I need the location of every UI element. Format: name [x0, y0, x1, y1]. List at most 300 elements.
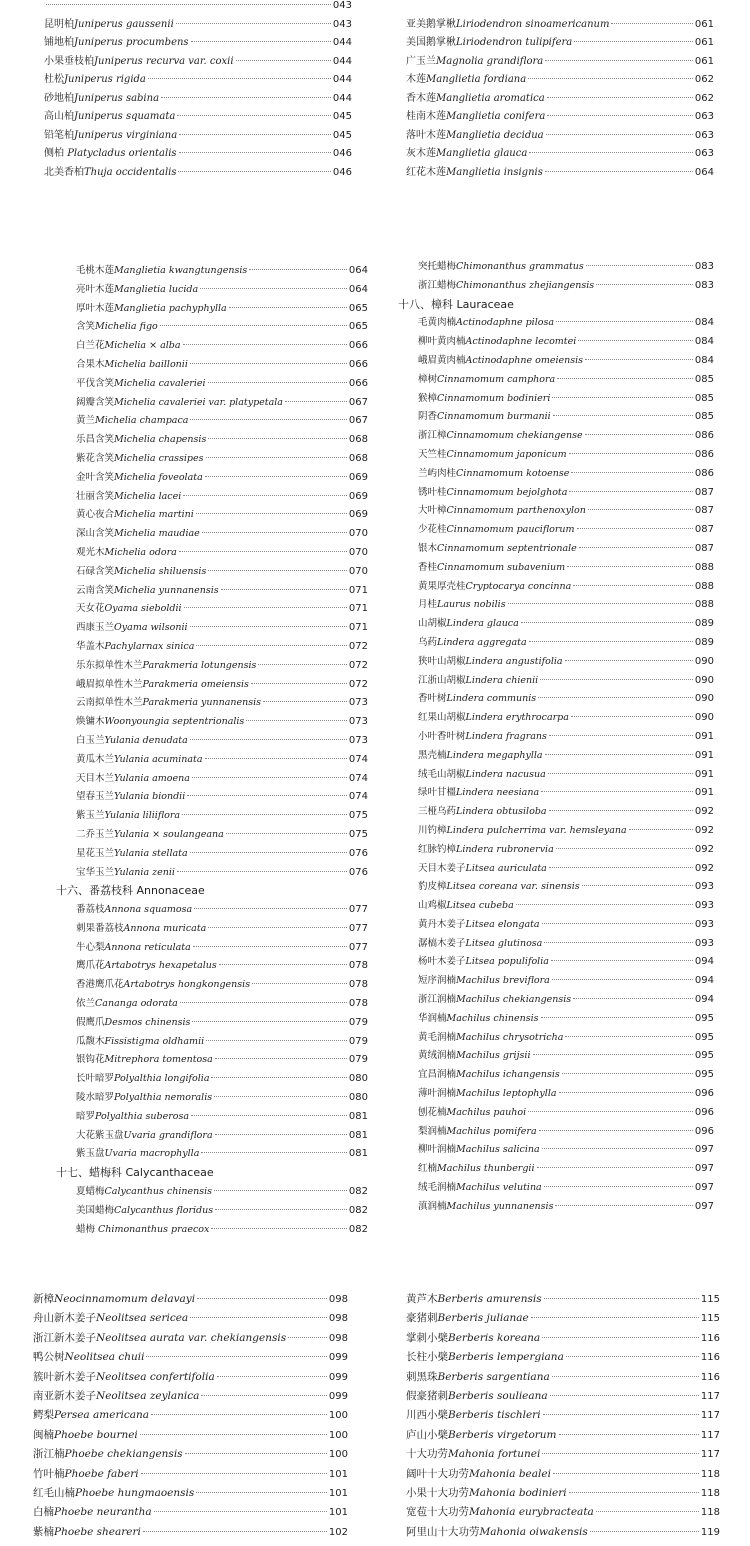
entry-name	[76, 957, 217, 976]
dot-leader	[288, 1337, 327, 1338]
chinese-name: 侧柏	[44, 148, 68, 159]
toc-entry	[33, 1348, 348, 1367]
chinese-name: 阿里山十大功劳	[406, 1525, 480, 1538]
chinese-name: 毛黄肉楠	[418, 317, 457, 329]
entry-name	[418, 615, 519, 634]
chinese-name: 少花桂	[418, 524, 447, 536]
page-number: 061	[694, 37, 714, 48]
toc-entry	[398, 841, 714, 860]
toc-entry	[398, 258, 714, 277]
toc-entry	[406, 1523, 720, 1542]
latin-name: Manglietia kwangtungensis	[114, 265, 248, 276]
entry-name	[406, 34, 572, 53]
dot-leader	[251, 683, 347, 684]
entry-name	[76, 488, 181, 507]
chinese-name: 落叶木莲	[406, 129, 446, 141]
entry-name	[76, 300, 227, 319]
dot-leader	[549, 867, 693, 868]
toc-entry	[56, 450, 368, 469]
latin-name: Yulania liliiflora	[104, 810, 181, 822]
entry-name	[76, 563, 206, 582]
latin-name: Cinnamomum chekiangense	[446, 430, 583, 442]
page-number: 095	[694, 1050, 714, 1062]
toc-entry	[56, 713, 368, 732]
dot-leader	[546, 134, 693, 135]
chinese-name: 黄果厚壳桂	[418, 580, 466, 592]
dot-leader	[151, 1414, 327, 1415]
page-number: 077	[348, 904, 368, 916]
latin-name: Oyama sieboldii	[104, 603, 182, 615]
dot-leader	[542, 923, 693, 924]
page-number: 088	[694, 561, 714, 573]
dot-leader	[192, 777, 347, 778]
toc-entry	[398, 1010, 714, 1029]
latin-name: Manglietia glauca	[436, 148, 528, 159]
toc-entry	[56, 995, 368, 1014]
entry-name	[76, 1108, 189, 1127]
dot-leader	[531, 1317, 699, 1318]
toc-entry	[406, 1503, 720, 1522]
dot-leader	[211, 1077, 346, 1078]
toc-entry	[406, 34, 714, 53]
toc-entry	[33, 1309, 348, 1328]
toc-entry	[406, 1329, 720, 1348]
dot-leader	[226, 833, 347, 834]
latin-name: Chimonanthus zhejiangensis	[456, 279, 595, 291]
dot-leader	[565, 660, 693, 661]
latin-name: Fissistigma oldhamii	[104, 1035, 205, 1047]
chinese-name: 紫花含笑	[76, 452, 115, 464]
dot-leader	[229, 307, 347, 308]
page-number: 119	[700, 1526, 720, 1538]
entry-name	[76, 356, 188, 375]
page-number: 097	[694, 1182, 714, 1194]
page-number: 093	[694, 881, 714, 893]
page-number: 066	[348, 340, 368, 352]
toc-entry	[398, 1047, 714, 1066]
dot-leader	[596, 1511, 699, 1512]
page-number: 083	[694, 279, 714, 291]
entry-name	[418, 427, 583, 446]
entry-name	[406, 71, 526, 90]
latin-name: Uvaria macrophylla	[104, 1148, 200, 1160]
entry-name	[418, 390, 550, 409]
page-number: 072	[348, 678, 368, 690]
chinese-name: 黄心夜合	[76, 509, 115, 521]
dot-leader	[258, 664, 346, 665]
entry-name	[418, 972, 550, 991]
page-number: 043	[332, 18, 352, 30]
latin-name: Yulania biondii	[114, 791, 186, 803]
dot-leader	[586, 265, 693, 266]
entry-name	[76, 826, 224, 845]
toc-entry	[33, 1523, 348, 1542]
page-number: 088	[694, 580, 714, 592]
latin-name: Machilus yunnanensis	[446, 1200, 554, 1212]
entry-name	[33, 1348, 144, 1367]
latin-name: Michelia shiluensis	[114, 565, 207, 577]
chinese-name: 依兰	[76, 998, 96, 1010]
toc-column	[406, 1290, 720, 1542]
chinese-name: 铅笔柏	[44, 129, 74, 141]
page-number: 078	[348, 979, 368, 991]
page-number: 077	[348, 941, 368, 953]
page-number: 091	[694, 768, 714, 780]
chinese-name: 刨花楠	[418, 1106, 447, 1118]
latin-name: Cinnamomum parthenoxylon	[446, 505, 586, 517]
latin-name: Thuja occidentalis	[84, 166, 177, 178]
toc-entry	[398, 822, 714, 841]
toc-entry	[406, 90, 714, 109]
dot-leader	[146, 1356, 326, 1357]
toc-entry	[398, 408, 714, 427]
entry-name	[406, 127, 544, 146]
dot-leader	[205, 758, 347, 759]
page-number: 044	[332, 37, 352, 48]
chinese-name: 乌药	[418, 636, 438, 648]
dot-leader	[541, 1017, 693, 1018]
latin-name: Michelia yunnanensis	[114, 584, 219, 596]
dot-leader	[553, 415, 693, 416]
chinese-name: 猴樟	[418, 392, 438, 404]
toc-entry	[398, 333, 714, 352]
chinese-name: 北美香柏	[44, 166, 84, 178]
dot-leader	[544, 1298, 699, 1299]
entry-name	[418, 860, 547, 879]
chinese-name: 峨眉黄肉楠	[418, 354, 466, 366]
page-number: 086	[694, 467, 714, 479]
chinese-name: 南亚新木姜子	[33, 1389, 96, 1402]
page-number: 061	[694, 18, 714, 30]
latin-name: Cinnamomum pauciflorum	[446, 524, 575, 536]
latin-name: Manglietia decidua	[446, 129, 544, 141]
latin-name: Actinodaphne omeiensis	[465, 354, 584, 366]
entry-name	[76, 657, 256, 676]
toc-entry	[56, 1145, 368, 1164]
dot-leader	[141, 1473, 327, 1474]
page-number: 092	[694, 824, 714, 836]
entry-name	[418, 878, 580, 897]
page-number: 087	[694, 524, 714, 536]
entry-name	[418, 352, 583, 371]
page-number: 079	[348, 1054, 368, 1066]
entry-name	[76, 995, 178, 1014]
entry-name	[44, 53, 234, 72]
dot-leader	[574, 41, 693, 42]
chinese-name: 石碌含笑	[76, 565, 115, 577]
chinese-name: 黄瓜木兰	[76, 753, 115, 765]
page-number: 081	[348, 1110, 368, 1122]
entry-name	[76, 431, 206, 450]
chinese-name: 阴香	[418, 411, 438, 423]
entry-name	[418, 1029, 563, 1048]
latin-name: Cinnamomum camphora	[437, 373, 556, 385]
page-number: 069	[348, 509, 368, 521]
latin-name: Lindera chienii	[465, 674, 539, 686]
chinese-name: 红楠	[418, 1163, 438, 1175]
chinese-name: 鸭公树	[33, 1351, 65, 1364]
entry-name	[418, 484, 567, 503]
chinese-name: 天竺桂	[418, 448, 447, 460]
latin-name: Mahonia fortunei	[448, 1448, 541, 1461]
dot-leader	[183, 495, 347, 496]
page-number: 098	[328, 1332, 348, 1344]
dot-leader	[179, 134, 331, 135]
page-number: 081	[348, 1148, 368, 1160]
latin-name: Juniperus virginiana	[74, 129, 178, 141]
dot-leader	[190, 1317, 327, 1318]
latin-name: Manglietia lucida	[114, 283, 199, 295]
dot-leader	[567, 566, 693, 567]
toc-entry	[56, 337, 368, 356]
entry-name	[406, 1387, 548, 1406]
entry-name	[76, 525, 200, 544]
latin-name: Cinnamomum japonicum	[446, 448, 567, 460]
chinese-name: 杜松	[44, 74, 64, 85]
toc-entry	[33, 1445, 348, 1464]
dot-leader	[46, 4, 331, 5]
dot-leader	[544, 1186, 693, 1187]
chinese-name: 假鹰爪	[76, 1016, 105, 1028]
entry-name	[406, 90, 545, 109]
dot-leader	[178, 171, 330, 172]
dot-leader	[206, 457, 347, 458]
page-number: 063	[694, 148, 714, 159]
dot-leader	[246, 720, 347, 721]
dot-leader	[143, 1531, 327, 1532]
dot-leader	[184, 607, 347, 608]
latin-name: Cinnamomum septentrionale	[437, 542, 577, 554]
toc-entry	[56, 619, 368, 638]
toc-column	[33, 1290, 348, 1542]
entry-name	[33, 1445, 183, 1464]
latin-name: Manglietia conifera	[446, 111, 546, 122]
entry-name	[406, 1290, 542, 1309]
chinese-name: 宝华玉兰	[76, 866, 115, 878]
latin-name: Juniperus squamata	[74, 111, 176, 122]
section-heading: 十八、樟科 Lauraceae	[398, 297, 514, 311]
toc-entry	[398, 690, 714, 709]
latin-name: Machilus thunbergii	[437, 1163, 535, 1175]
toc-entry	[44, 127, 352, 146]
toc-entry	[398, 521, 714, 540]
dot-leader	[263, 701, 347, 702]
dot-leader	[559, 1434, 699, 1435]
entry-name	[76, 732, 188, 751]
toc-entry	[56, 1014, 368, 1033]
toc-entry	[398, 1104, 714, 1123]
dot-leader	[215, 1209, 347, 1210]
chinese-name: 狭叶山胡椒	[418, 655, 466, 667]
dot-leader	[196, 513, 347, 514]
dot-leader	[193, 946, 347, 947]
toc-entry	[33, 1368, 348, 1387]
entry-name	[418, 991, 571, 1010]
toc-entry	[56, 1108, 368, 1127]
chinese-name: 银钩花	[76, 1054, 105, 1066]
chinese-name: 番荔枝	[76, 904, 105, 916]
toc-entry	[33, 1387, 348, 1406]
dot-leader	[179, 152, 331, 153]
toc-entry	[56, 1202, 368, 1221]
entry-name	[418, 1047, 531, 1066]
page-number: 064	[348, 265, 368, 276]
latin-name: Liriodendron sinoamericanum	[456, 18, 610, 30]
toc-entry	[406, 1484, 720, 1503]
entry-name	[76, 375, 206, 394]
page-number: 071	[348, 584, 368, 596]
dot-leader	[192, 1021, 347, 1022]
dot-leader	[160, 325, 347, 326]
dot-leader	[543, 1414, 699, 1415]
entry-name	[418, 1160, 535, 1179]
toc-entry	[406, 1348, 720, 1367]
entry-name	[44, 145, 177, 164]
page-number: 097	[694, 1163, 714, 1175]
latin-name: Phoebe chekiangensis	[64, 1448, 183, 1461]
chinese-name: 砂地柏	[44, 92, 74, 104]
page-number: 085	[694, 373, 714, 385]
latin-name: Manglietia pachyphylla	[114, 302, 227, 314]
toc-entry	[398, 559, 714, 578]
chinese-name: 黄兰	[76, 415, 96, 427]
entry-name	[418, 728, 547, 747]
latin-name: Yulania amoena	[114, 772, 190, 784]
latin-name: Lindera nacusua	[465, 768, 546, 780]
dot-leader	[217, 1376, 327, 1377]
dot-leader	[161, 97, 331, 98]
toc-entry	[398, 935, 714, 954]
latin-name: Parakmeria yunnanensis	[142, 697, 262, 709]
chinese-name: 大花紫玉盘	[76, 1129, 124, 1141]
entry-name	[418, 634, 527, 653]
page-number: 088	[694, 599, 714, 611]
latin-name: Mahonia bealei	[469, 1467, 551, 1480]
chinese-name: 观光木	[76, 546, 105, 558]
latin-name: Manglietia fordiana	[426, 74, 527, 85]
latin-name: Juniperus recurva var. coxii	[94, 55, 234, 67]
toc-entry	[33, 1426, 348, 1445]
entry-name	[76, 770, 190, 789]
dot-leader	[529, 152, 693, 153]
toc-entry	[56, 676, 368, 695]
toc-entry	[398, 390, 714, 409]
page-number: 092	[694, 862, 714, 874]
latin-name: Phoebe bournei	[54, 1428, 138, 1441]
dot-leader	[549, 735, 693, 736]
entry-name	[76, 694, 261, 713]
latin-name: Woonyoungia septentrionalis	[104, 716, 245, 728]
toc-entry	[33, 1503, 348, 1522]
entry-name	[44, 16, 174, 35]
latin-name: Michelia cavaleriei var. platypetala	[114, 396, 283, 408]
toc-entry	[33, 1329, 348, 1348]
latin-name: Mitrephora tomentosa	[104, 1054, 213, 1066]
entry-name	[418, 747, 543, 766]
entry-name	[418, 540, 577, 559]
latin-name: Polyalthia suberosa	[95, 1110, 190, 1122]
latin-name: Lindera fragrans	[465, 730, 547, 742]
page-number: 046	[332, 148, 352, 159]
chinese-name: 乐昌含笑	[76, 434, 115, 446]
latin-name: Chimonanthus praecox	[98, 1223, 210, 1235]
toc-entry	[56, 1051, 368, 1070]
entry-name	[76, 638, 194, 657]
chinese-name: 长柱小檗	[406, 1351, 448, 1364]
latin-name: Berberis virgetorum	[448, 1428, 557, 1441]
toc-entry	[398, 1029, 714, 1048]
page-number: 076	[348, 866, 368, 878]
toc-entry	[398, 897, 714, 916]
dot-leader	[185, 1453, 327, 1454]
page-number: 089	[694, 636, 714, 648]
page-number: 070	[348, 546, 368, 558]
page-number: 082	[348, 1223, 368, 1235]
page-number: 074	[348, 791, 368, 803]
chinese-name: 红毛山楠	[33, 1486, 75, 1499]
chinese-name: 三桠乌药	[418, 806, 457, 818]
chinese-name: 昆明柏	[44, 18, 74, 30]
latin-name: Machilus chekiangensis	[456, 994, 572, 1006]
page-number: 086	[694, 448, 714, 460]
toc-entry	[398, 634, 714, 653]
entry-name	[418, 521, 575, 540]
entry-name	[406, 53, 543, 72]
latin-name: Mahonia bodinieri	[469, 1486, 567, 1499]
entry-name	[418, 446, 567, 465]
latin-name: Machilus grijsii	[456, 1050, 531, 1062]
page-number: 044	[332, 55, 352, 67]
toc-entry	[56, 939, 368, 958]
page-number: 089	[694, 618, 714, 630]
entry-name	[418, 1085, 557, 1104]
chinese-name: 小果十大功劳	[406, 1486, 469, 1499]
toc-entry	[398, 352, 714, 371]
chinese-name: 川钓樟	[418, 824, 447, 836]
chinese-name: 浙江新木姜子	[33, 1331, 96, 1344]
page-number: 073	[348, 734, 368, 746]
page-number: 096	[694, 1106, 714, 1118]
chinese-name: 竹叶楠	[33, 1467, 65, 1480]
entry-name	[76, 788, 185, 807]
dot-leader	[538, 697, 693, 698]
entry-name	[33, 1406, 149, 1425]
dot-leader	[551, 960, 693, 961]
page-number: 071	[348, 622, 368, 634]
dot-leader	[180, 1002, 347, 1003]
page-number: 045	[332, 111, 352, 122]
chinese-name: 合果木	[76, 358, 105, 370]
entry-name	[406, 164, 543, 183]
chinese-name: 梨润楠	[418, 1125, 447, 1137]
latin-name: Michelia figo	[95, 321, 158, 333]
dot-leader	[552, 397, 693, 398]
page-number: 095	[694, 1069, 714, 1081]
entry-name	[76, 1070, 209, 1089]
dot-leader	[215, 1134, 347, 1135]
toc-entry	[44, 34, 352, 53]
chinese-name: 望春玉兰	[76, 791, 115, 803]
latin-name: Litsea elongata	[465, 918, 540, 930]
dot-leader	[547, 115, 693, 116]
chinese-name: 天目木姜子	[418, 862, 466, 874]
chinese-name: 广玉兰	[406, 55, 436, 67]
latin-name: Juniperus rigida	[64, 74, 146, 85]
toc-entry	[44, 164, 352, 183]
dot-leader	[528, 1111, 693, 1112]
dot-leader	[208, 927, 347, 928]
dot-leader	[541, 791, 693, 792]
